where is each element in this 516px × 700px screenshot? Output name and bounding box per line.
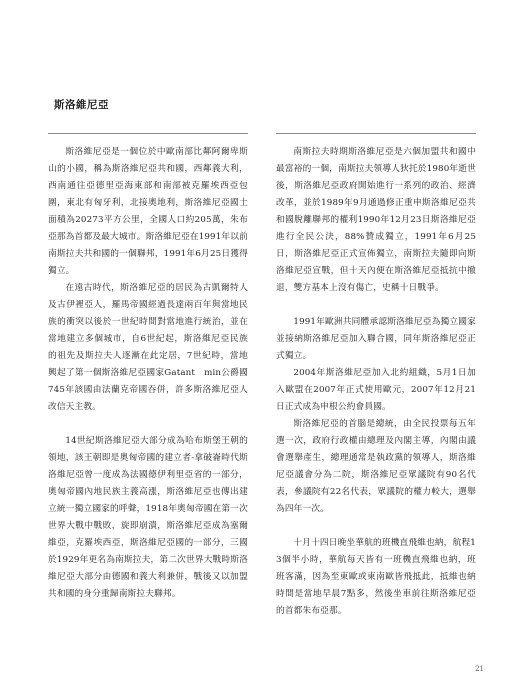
section-title: 斯洛維尼亞 [54, 99, 109, 111]
right-column-rule [276, 133, 476, 134]
paragraph: 斯洛維尼亞的首腦是總統，由全民投票每五年選一次，政府行政權由總理及內閣主導，內閣由議會選舉產生，總理通常是執政黨的領導人，斯洛維尼亞議會分為二院，斯洛維尼亞眾議院有90名代表，參議院有22名代表，眾議院的權力較大，選舉為四年一次。 [276, 419, 476, 514]
paragraph: 在遠古時代，斯洛維尼亞的居民為古凱爾特人及古伊裡亞人，羅馬帝國經過長達兩百年與當地民族的衝突以後於一世紀時間對當地進行統治，並在當地建立多個城市，自6世紀起，斯洛維尼亞民族的祖先及斯拉夫人逐漸在此定居，7世紀時，當地興起了第一個斯洛維尼亞國家Gatant min公爵國 745年該國由法蘭克帝國吞併，許多斯洛維尼亞人改信天主教。 [48, 283, 257, 412]
paragraph: 南斯拉夫時期斯洛維尼亞是六個加盟共和國中最富裕的一個，南斯拉夫領導人狄托於1980年逝世後，斯洛維尼亞政府開始進行一系列的政治、經濟改革，並於1989年9月通過修正重申斯洛維尼亞共和國脫離聯邦的權利1990年12月23日斯洛維尼亞進行全民公決，88%贊成獨立，1991年6月25日，斯洛維尼亞正式宣佈獨立，南斯拉夫隨即向斯洛維尼亞宣戰，但十天內便在斯洛維尼亞抵抗中撤退，雙方基本上沒有傷亡，史稱十日戰爭。 [276, 147, 476, 293]
paragraph: 1991年歐洲共同體承認斯洛維尼亞為獨立國家並接納斯洛維尼亞加入聯合國，同年斯洛維尼亞正式獨立。 [276, 317, 476, 361]
paragraph: 14世紀斯洛維尼亞大部分成為哈布斯堡王朝的領地，該王朝即是奧匈帝國的建立者-拿破崙時代斯洛維尼亞曾一度成為法國德伊利里亞省的一部分，奧匈帝國內地民族主義高漲，斯洛維尼亞也傳出建立統一獨立國家的呼聲，1918年奧匈帝國在第一次世界大戰中戰敗，旋即崩潰，斯洛維尼亞成為塞爾維亞，克羅埃西亞，斯洛維尼亞國的一部分，三國於1929年更名為南斯拉夫，第二次世界大戰時斯洛維尼亞大部分由德國和義大利兼併，戰後又以加盟共和國的身分重歸南斯拉夫聯邦。 [48, 436, 248, 599]
paragraph: 斯洛維尼亞是一個位於中歐南部比鄰阿爾卑斯山的小國，稱為斯洛維尼亞共和國，西鄰義大利，西南通往亞德里亞海東部和南部被克羅埃西亞包圍，東北有匈牙利，北接奧地利，斯洛維尼亞國土面積為20273平方公里，全國人口約205萬，朱布亞那為首都及最大城市。斯洛維尼亞在1991年以前南斯拉夫共和國的一個聯邦，1991年6月25日獲得獨立。 [48, 147, 248, 276]
page-number: 21 [475, 665, 484, 673]
left-column-rule [48, 133, 248, 134]
left-column [48, 133, 257, 603]
paragraph: 2004年斯洛維尼亞加入北約組織，5月1日加入歐盟在2007年正式使用歐元，2007年12月21日正式成為申根公約會員國。 [276, 368, 476, 412]
right-column [276, 133, 476, 620]
paragraph: 十月十四日晚坐華航的班機直飛維也納，航程13個半小時，華航每天皆有一班機直飛維也納，班班客滿，因為至東歐或東南歐皆飛抵此，抵維也納時間是當地早晨7點多，然後坐車前往斯洛維尼亞的首都朱布亞那。 [276, 538, 476, 616]
